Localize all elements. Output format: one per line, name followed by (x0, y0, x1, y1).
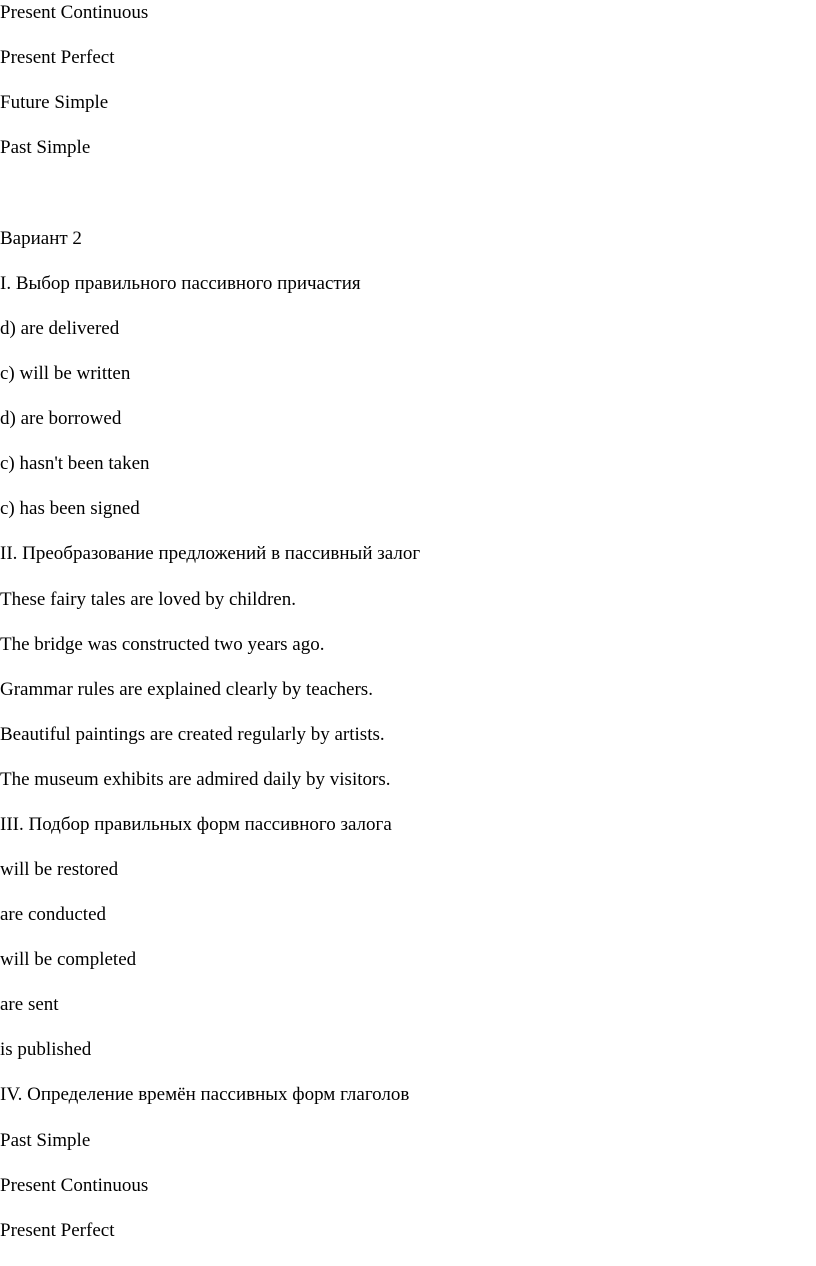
text-line: will be restored (0, 859, 119, 880)
text-line: Past Simple (0, 137, 91, 158)
text-line: d) are delivered (0, 318, 120, 339)
text-line: Grammar rules are explained clearly by teachers. (0, 679, 373, 700)
text-line: The museum exhibits are admired daily by visitors. (0, 769, 391, 790)
text-line: Beautiful paintings are created regularly by artists. (0, 724, 385, 745)
text-line: Present Perfect (0, 47, 115, 68)
section-heading: III. Подбор правильных форм пассивного залога (0, 814, 392, 835)
text-line: Past Simple (0, 1130, 91, 1151)
section-heading: II. Преобразование предложений в пассивный залог (0, 543, 421, 564)
text-line: Present Continuous (0, 2, 149, 23)
text-line: Present Continuous (0, 1175, 149, 1196)
text-line: will be completed (0, 949, 137, 970)
text-line: are conducted (0, 904, 107, 925)
text-line: c) has been signed (0, 498, 140, 519)
text-line: d) are borrowed (0, 408, 122, 429)
section-heading: IV. Определение времён пассивных форм глаголов (0, 1084, 410, 1105)
text-line: The bridge was constructed two years ago. (0, 634, 325, 655)
text-line: c) hasn't been taken (0, 453, 150, 474)
text-line: These fairy tales are loved by children. (0, 589, 296, 610)
section-heading: I. Выбор правильного пассивного причастия (0, 273, 361, 294)
text-line: c) will be written (0, 363, 131, 384)
text-line: are sent (0, 994, 59, 1015)
text-line: Present Perfect (0, 1220, 115, 1241)
text-line: Future Simple (0, 92, 109, 113)
variant-heading: Вариант 2 (0, 228, 82, 249)
text-line: is published (0, 1039, 92, 1060)
